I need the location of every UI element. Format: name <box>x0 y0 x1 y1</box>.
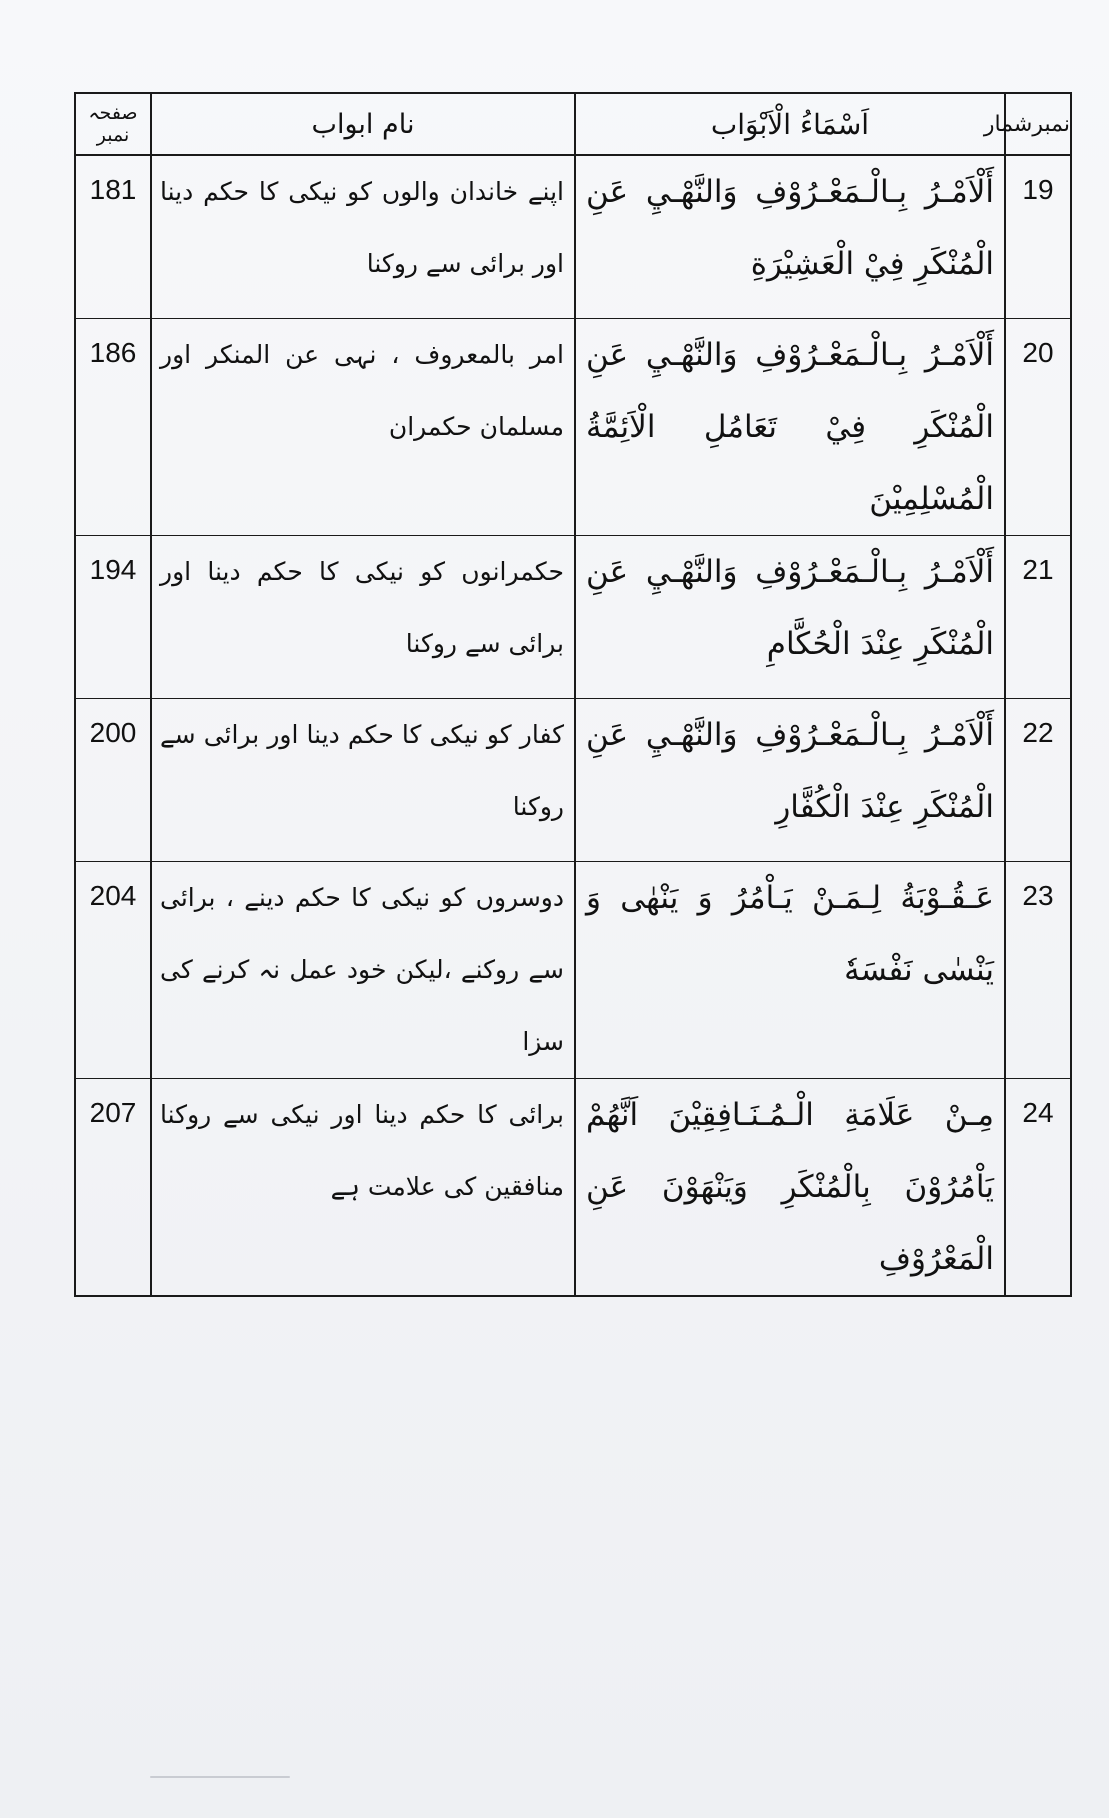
row-arabic-title: أَلْاَمْـرُ بِـالْـمَعْـرُوْفِ وَالنَّهْـيِ عَنِ الْمُنْكَرِ فِيْ تَعَامُلِ الْاَئِمَّةُ الْمُسْلِمِيْنَ <box>575 319 1005 536</box>
row-page-number: 200 <box>75 699 151 862</box>
row-urdu-title: کفار کو نیکی کا حکم دینا اور برائی سے روکنا <box>151 699 575 862</box>
header-arabic-titles: اَسْمَاءُ الْاَبْوَاب <box>575 93 1005 155</box>
row-page-number: 207 <box>75 1079 151 1297</box>
table-row <box>75 862 1071 1079</box>
table-header-row <box>75 93 1071 155</box>
header-number: نمبرشمار <box>1005 93 1071 155</box>
row-number: 21 <box>1005 536 1071 699</box>
row-urdu-title: امر بالمعروف ، نہی عن المنکر اور مسلمان حکمران <box>151 319 575 536</box>
row-arabic-title: مِـنْ عَلَامَةِ الْـمُـنَـافِقِيْنَ اَنَّهُمْ يَاْمُرُوْنَ بِالْمُنْكَرِ وَيَنْهَوْنَ عَنِ الْمَعْرُوْفِ <box>575 1079 1005 1297</box>
table-row <box>75 1079 1071 1297</box>
row-urdu-title: حکمرانوں کو نیکی کا حکم دینا اور برائی سے روکنا <box>151 536 575 699</box>
row-number: 23 <box>1005 862 1071 1079</box>
row-urdu-title: دوسروں کو نیکی کا حکم دینے ، برائی سے روکنے ،لیکن خود عمل نہ کرنے کی سزا <box>151 862 575 1079</box>
table-of-contents <box>74 92 1072 1297</box>
row-page-number: 181 <box>75 155 151 319</box>
row-number: 22 <box>1005 699 1071 862</box>
table-row <box>75 536 1071 699</box>
row-page-number: 186 <box>75 319 151 536</box>
table-row <box>75 319 1071 536</box>
row-urdu-title: برائی کا حکم دینا اور نیکی سے روکنا منافقین کی علامت ہے <box>151 1079 575 1297</box>
table-row <box>75 699 1071 862</box>
row-page-number: 194 <box>75 536 151 699</box>
row-number: 19 <box>1005 155 1071 319</box>
table-row <box>75 155 1071 319</box>
row-arabic-title: أَلْاَمْـرُ بِـالْـمَعْـرُوْفِ وَالنَّهْـيِ عَنِ الْمُنْكَرِ عِنْدَ الْحُكَّامِ <box>575 536 1005 699</box>
row-number: 24 <box>1005 1079 1071 1297</box>
header-page: صفحہ نمبر <box>75 93 151 155</box>
row-arabic-title: أَلْاَمْـرُ بِـالْـمَعْـرُوْفِ وَالنَّهْـيِ عَنِ الْمُنْكَرِ عِنْدَ الْكُفَّارِ <box>575 699 1005 862</box>
row-urdu-title: اپنے خاندان والوں کو نیکی کا حکم دینا اور برائی سے روکنا <box>151 155 575 319</box>
header-urdu-titles: نام ابواب <box>151 93 575 155</box>
row-page-number: 204 <box>75 862 151 1079</box>
row-arabic-title: أَلْاَمْـرُ بِـالْـمَعْـرُوْفِ وَالنَّهْـيِ عَنِ الْمُنْكَرِ فِيْ الْعَشِيْرَةِ <box>575 155 1005 319</box>
page-smudge <box>150 1776 290 1778</box>
row-number: 20 <box>1005 319 1071 536</box>
row-arabic-title: عَـقُـوْبَةُ لِـمَـنْ يَـاْمُرُ وَ يَنْهٰى وَ يَنْسٰى نَفْسَهٗ <box>575 862 1005 1079</box>
